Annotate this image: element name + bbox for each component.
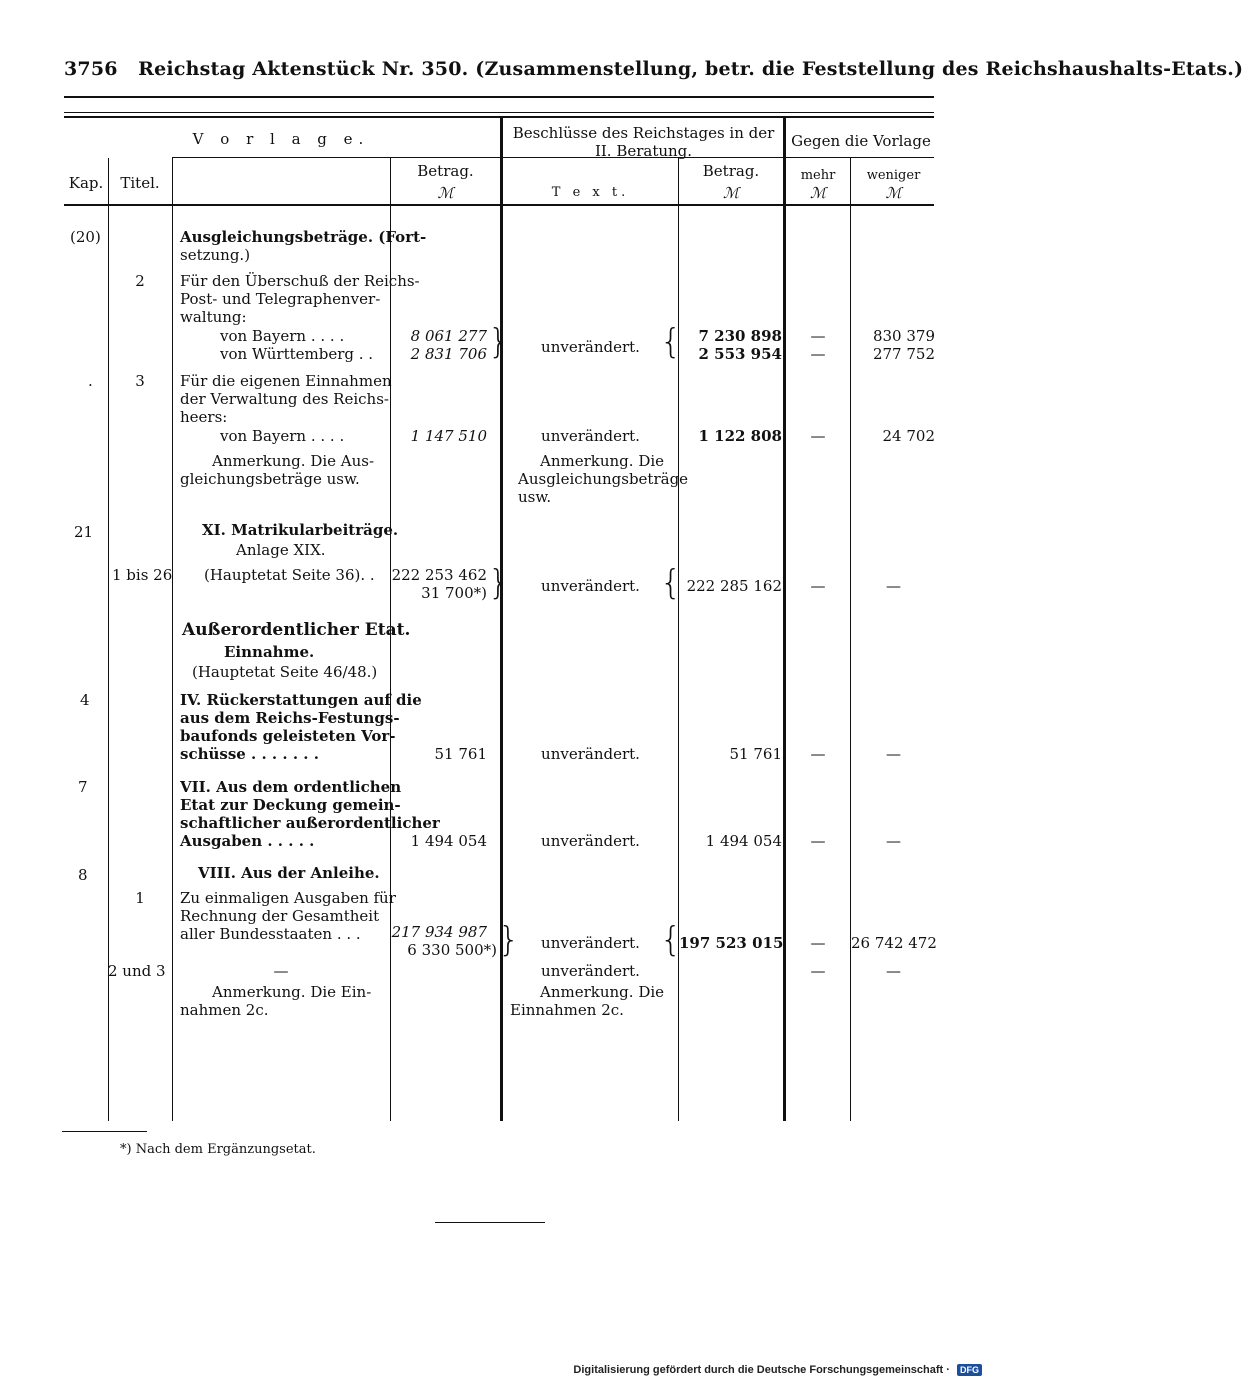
top-rule [64,96,934,98]
titel-3-unveraendert: unverändert. [541,427,640,445]
heading-mark-beschluss: ℳ [722,184,740,202]
vorlage-sub-rule [172,157,502,158]
heading-gegen: Gegen die Vorlage [791,132,931,150]
heading-mark-weniger: ℳ [885,184,902,202]
kap-4-text-2: aus dem Reichs-Festungs- [180,709,400,727]
anmerkung-1-right-2: Ausgleichungsbeträge [518,470,689,488]
bayern-1-amount: 8 061 277 [410,327,487,345]
ao-etat-ref: (Hauptetat Seite 46/48.) [192,663,378,681]
anmerkung-2-right-1: Anmerkung. Die [540,983,665,1001]
kap-21-mehr: — [810,577,826,595]
top-rule-thin-1 [64,112,934,113]
kap-21-amount-1: 222 253 462 [391,566,487,584]
end-rule [435,1222,545,1223]
kap-21-weniger: — [886,577,901,595]
top-rule-thin-2 [64,116,934,118]
page-header [64,58,1243,80]
titel-2-und-3-text: — [273,962,289,980]
digitization-footer [573,1364,982,1376]
wuerttemberg-amount: 2 831 706 [410,345,487,363]
titel-3-text-2: der Verwaltung des Reichs- [180,390,389,408]
kap-21-unveraendert: unverändert. [541,577,640,595]
gegen-sub-rule [785,157,934,158]
kap-4-amount: 51 761 [434,745,487,763]
anmerkung-2-line-1: Anmerkung. Die Ein- [212,983,372,1001]
row-20-title-2: setzung.) [180,246,251,264]
kap-7-unveraendert: unverändert. [541,832,640,850]
kap-4-text-4: schüsse . . . . . . . [180,745,319,763]
row-20-title-1: Ausgleichungsbeträge. (Fort- [180,228,427,246]
kap-7-weniger: — [886,832,901,850]
heading-mehr: mehr [800,168,836,183]
ao-etat-title: Außerordentlicher Etat. [182,620,411,640]
kap-8-amount-2: 6 330 500*) [407,941,497,959]
kap-8-titel-1-text-3: aller Bundesstaaten . . . [180,925,361,943]
dfg-logo: DFG [957,1364,982,1376]
kap-4-mehr: — [810,745,826,763]
bayern-1-weniger: 830 379 [872,327,935,345]
header-bottom-rule [64,204,934,206]
heading-beschluesse: Beschlüsse des Reichstages in der [512,124,775,142]
bayern-2-amount: 1 147 510 [410,427,487,445]
anmerkung-1-right-1: Anmerkung. Die [540,452,665,470]
kap-8-titel-2-und-3: 2 und 3 [108,962,166,980]
kap-7-text-2: Etat zur Deckung gemein- [180,796,401,814]
footer-text: Digitalisierung gefördert durch die Deutsche Forschungsgemeinschaft · [573,1364,950,1376]
kap-7-text-1: VII. Aus dem ordentlichen [180,778,402,796]
kap-7-amount: 1 494 054 [410,832,487,850]
kap-20: (20) [70,228,101,246]
kap-4-unveraendert: unverändert. [541,745,640,763]
heading-betrag-beschluss: Betrag. [702,162,760,180]
anmerkung-1-right-3: usw. [518,488,552,506]
kap-8-title: VIII. Aus der Anleihe. [198,864,380,882]
kap-4-weniger: — [886,745,901,763]
kap-8-result: 197 523 015 [679,934,784,952]
anmerkung-2-line-2: nahmen 2c. [180,1001,269,1019]
brace-left-3: { [660,920,682,960]
bayern-2-weniger: 24 702 [882,427,935,445]
kap-4-text-1: IV. Rückerstattungen auf die [180,691,422,709]
kap-8-weniger: 26 742 472 [851,934,937,952]
heading-beschluesse-2: II. Beratung. [594,142,693,160]
bayern-1-label: von Bayern . . . . [220,327,345,345]
page-title: Reichstag Aktenstück Nr. 350. (Zusammenstellung, betr. die Feststellung des Reichshaushalts-Etats.) [138,58,1243,80]
heading-titel: Titel. [120,174,160,192]
titel-2-text-3: waltung: [180,308,247,326]
kap-7-mehr: — [810,832,826,850]
kap-4-text-3: baufonds geleisteten Vor- [180,727,396,745]
bayern-1-result: 7 230 898 [698,327,782,345]
titel-1-bis-26: 1 bis 26 [112,566,173,584]
titel-3: 3 [135,372,145,390]
heading-betrag-vorlage: Betrag. [417,162,474,180]
titel-2-und-3-weniger: — [886,962,901,980]
heading-mark-vorlage: ℳ [437,184,454,202]
titel-3-text-1: Für die eigenen Einnahmen [180,372,392,390]
wuerttemberg-result: 2 553 954 [698,345,782,363]
col-rule-beschluss-text [678,158,679,1121]
footnote-rule [62,1131,147,1132]
heading-vorlage: V o r l a g e. [192,130,370,148]
anmerkung-1-line-1: Anmerkung. Die Aus- [212,452,375,470]
footnote: *) Nach dem Ergänzungsetat. [120,1142,316,1157]
kap-4: 4 [80,691,90,709]
titel-2-text-2: Post- und Telegraphenver- [180,290,381,308]
bayern-2-result: 1 122 808 [698,427,782,445]
kap-21-result: 222 285 162 [686,577,782,595]
kap-8-titel-1-text-1: Zu einmaligen Ausgaben für [180,889,396,907]
kap-7-result: 1 494 054 [705,832,782,850]
kap-8-titel-1-text-2: Rechnung der Gesamtheit [180,907,380,925]
anmerkung-1-line-2: gleichungsbeträge usw. [180,470,360,488]
kap-8: 8 [78,866,88,884]
kap-21-hauptetat: (Hauptetat Seite 36). . [204,566,375,584]
heading-text: T e x t. [551,185,630,200]
kap-4-result: 51 761 [729,745,782,763]
bayern-2-label: von Bayern . . . . [220,427,345,445]
brace-right-2: } [488,563,510,603]
kap-7: 7 [78,778,88,796]
brace-left-1: { [660,322,682,362]
wuerttemberg-weniger: 277 752 [872,345,935,363]
wuerttemberg-mehr: — [810,345,826,363]
brace-left-2: { [660,563,682,603]
kap-8-unveraendert: unverändert. [541,934,640,952]
kap-8-titel-1: 1 [135,889,145,907]
ao-etat-einnahme: Einnahme. [224,643,315,661]
bayern-1-mehr: — [810,327,826,345]
titel-2-und-3-unveraendert: unverändert. [541,962,640,980]
kap-8-amount-1: 217 934 987 [391,923,487,941]
brace-right-1: } [488,322,510,362]
titel-2: 2 [135,272,145,290]
kap-7-text-4: Ausgaben . . . . . [180,832,315,850]
kap-21-amount-2: 31 700*) [421,584,487,602]
heading-weniger: weniger [866,168,921,183]
kap-21-title: XI. Matrikularbeiträge. [202,521,399,539]
kap-7-text-3: schaftlicher außerordentlicher [180,814,440,832]
bayern-2-mehr: — [810,427,826,445]
titel-2-unveraendert: unverändert. [541,338,640,356]
page-number: 3756 [64,58,118,80]
kap-21-anlage: Anlage XIX. [236,541,326,559]
heading-mark-mehr: ℳ [809,184,827,202]
titel-2-text-1: Für den Überschuß der Reichs- [180,272,420,290]
kap-dot: . [88,372,93,390]
titel-3-text-3: heers: [180,408,228,426]
kap-21: 21 [74,523,94,541]
titel-2-und-3-mehr: — [810,962,826,980]
wuerttemberg-label: von Württemberg . . [220,345,374,363]
heading-kap: Kap. [68,174,104,192]
kap-8-mehr: — [810,934,826,952]
anmerkung-2-right-2: Einnahmen 2c. [510,1001,624,1019]
brace-right-3: } [498,920,520,960]
